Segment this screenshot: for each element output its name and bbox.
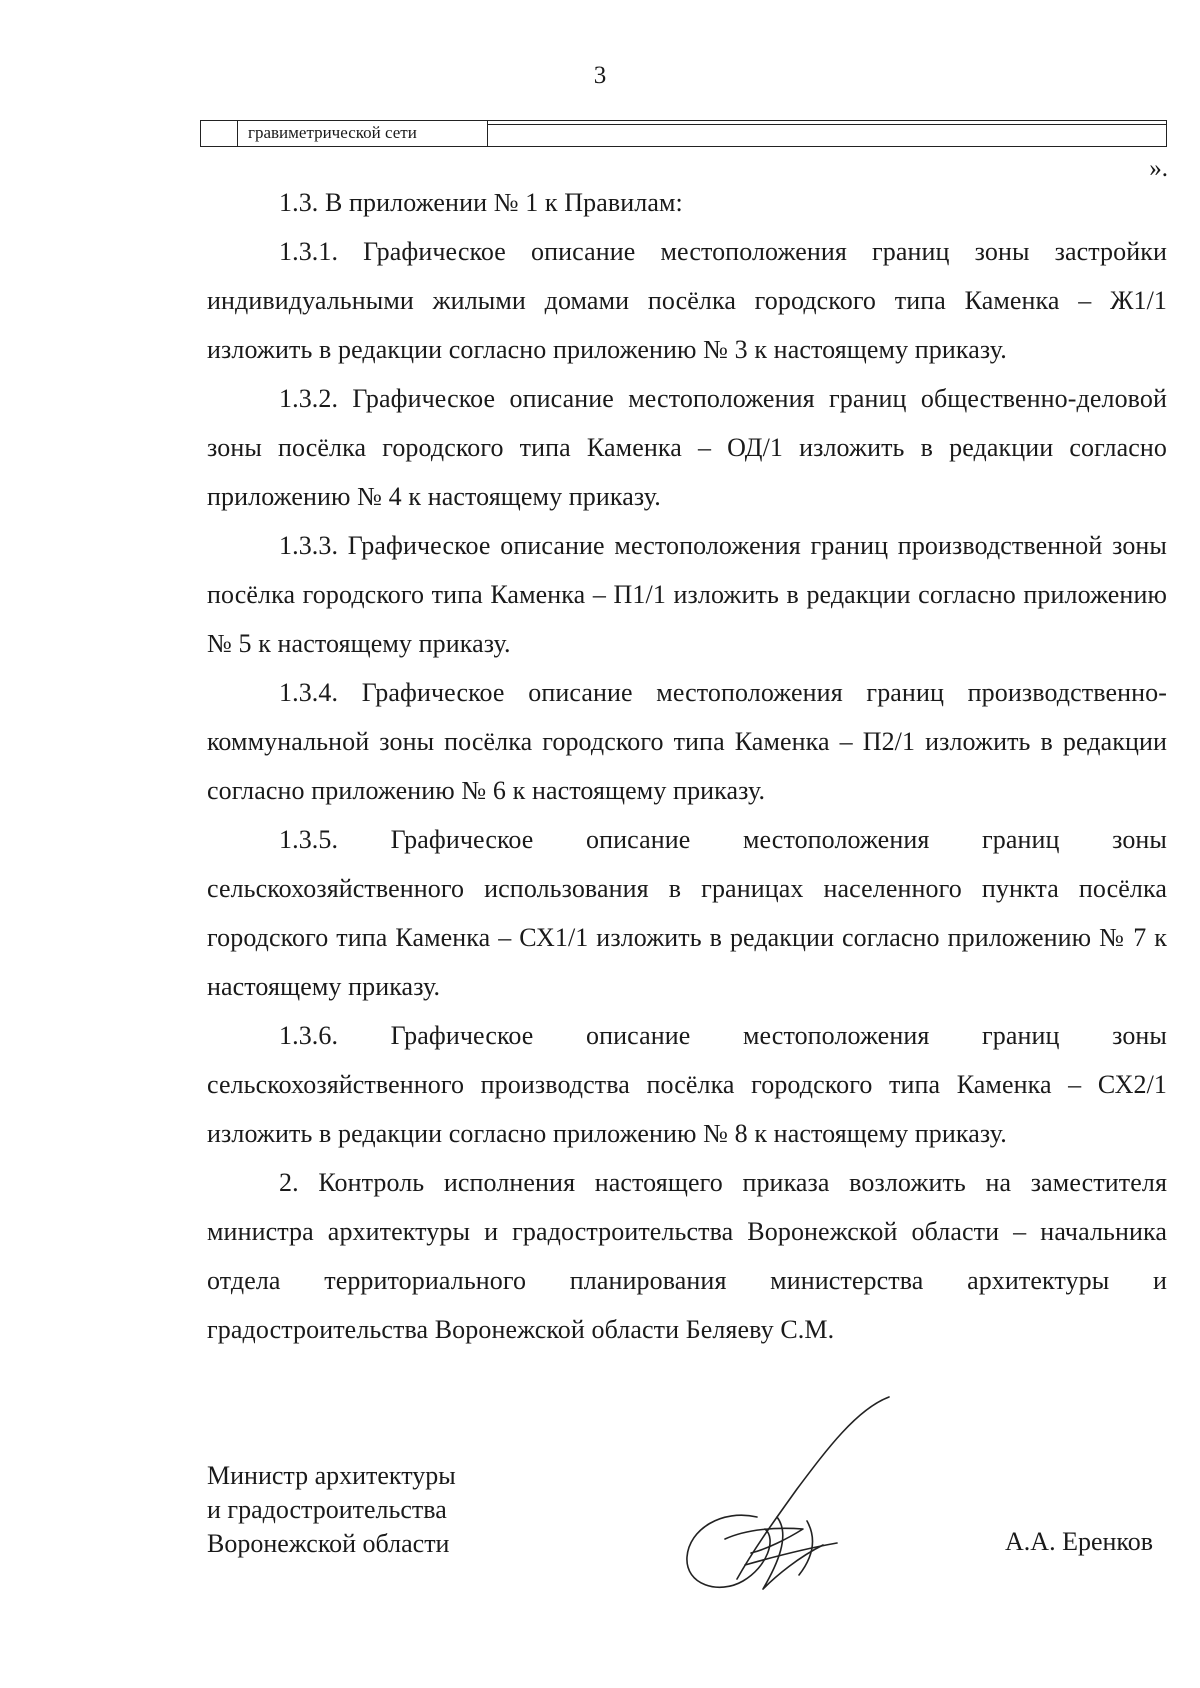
table-cell-text: гравиметрической сети: [238, 121, 488, 146]
signatory-name: А.А. Еренков: [1005, 1527, 1153, 1556]
paragraph-1-3-3: 1.3.3. Графическое описание местоположения границ производственной зоны посёлка городского типа Каменка – П1/1 изложить в редакции согласно приложению № 5 к настоящему приказу.: [207, 531, 1167, 658]
paragraph-1-3-6: 1.3.6. Графическое описание местоположения границ зоны сельскохозяйственного производства посёлка городского типа Каменка – СХ2/1 изложить в редакции согласно приложению № 8 к настоящему приказу.: [207, 1021, 1167, 1148]
signatory-title-line: Воронежской области: [207, 1529, 450, 1558]
paragraph-1-3-1: 1.3.1. Графическое описание местоположения границ зоны застройки индивидуальными жилыми домами посёлка городского типа Каменка – Ж1/1 изложить в редакции согласно приложению № 3 к настоящему приказу.: [207, 237, 1167, 364]
table-fragment: [200, 120, 1167, 147]
signatory-title-line: и градостроительства: [207, 1495, 447, 1524]
signature-block: [207, 1459, 1167, 1619]
closing-quote: ».: [1149, 155, 1168, 182]
paragraph-1-3-4: 1.3.4. Графическое описание местоположения границ производственно-коммунальной зоны посёлка городского типа Каменка – П2/1 изложить в редакции согласно приложению № 6 к настоящему приказу.: [207, 678, 1167, 805]
signatory-title-line: Министр архитектуры: [207, 1461, 456, 1490]
paragraph-1-3: 1.3. В приложении № 1 к Правилам:: [279, 188, 683, 217]
table-cell-empty: [201, 121, 238, 146]
table-cell-wide: [488, 124, 1166, 145]
handwritten-signature: [627, 1389, 967, 1619]
body-text: [207, 178, 1167, 1354]
signatory-title: [207, 1459, 456, 1561]
paragraph-1-3-2: 1.3.2. Графическое описание местоположения границ общественно-деловой зоны посёлка городского типа Каменка – ОД/1 изложить в редакции согласно приложению № 4 к настоящему приказу.: [207, 384, 1167, 511]
page-number: 3: [593, 62, 607, 89]
paragraph-1-3-5: 1.3.5. Графическое описание местоположения границ зоны сельскохозяйственного использования в границах населенного пункта посёлка городского типа Каменка – СХ1/1 изложить в редакции согласно приложению № 7 к настоящему приказу.: [207, 825, 1167, 1001]
paragraph-2: 2. Контроль исполнения настоящего приказа возложить на заместителя министра архитектуры и градостроительства Воронежской области – начальника отдела территориального планирования министерства архитектуры и градостроительства Воронежской области Беляеву С.М.: [207, 1168, 1167, 1344]
